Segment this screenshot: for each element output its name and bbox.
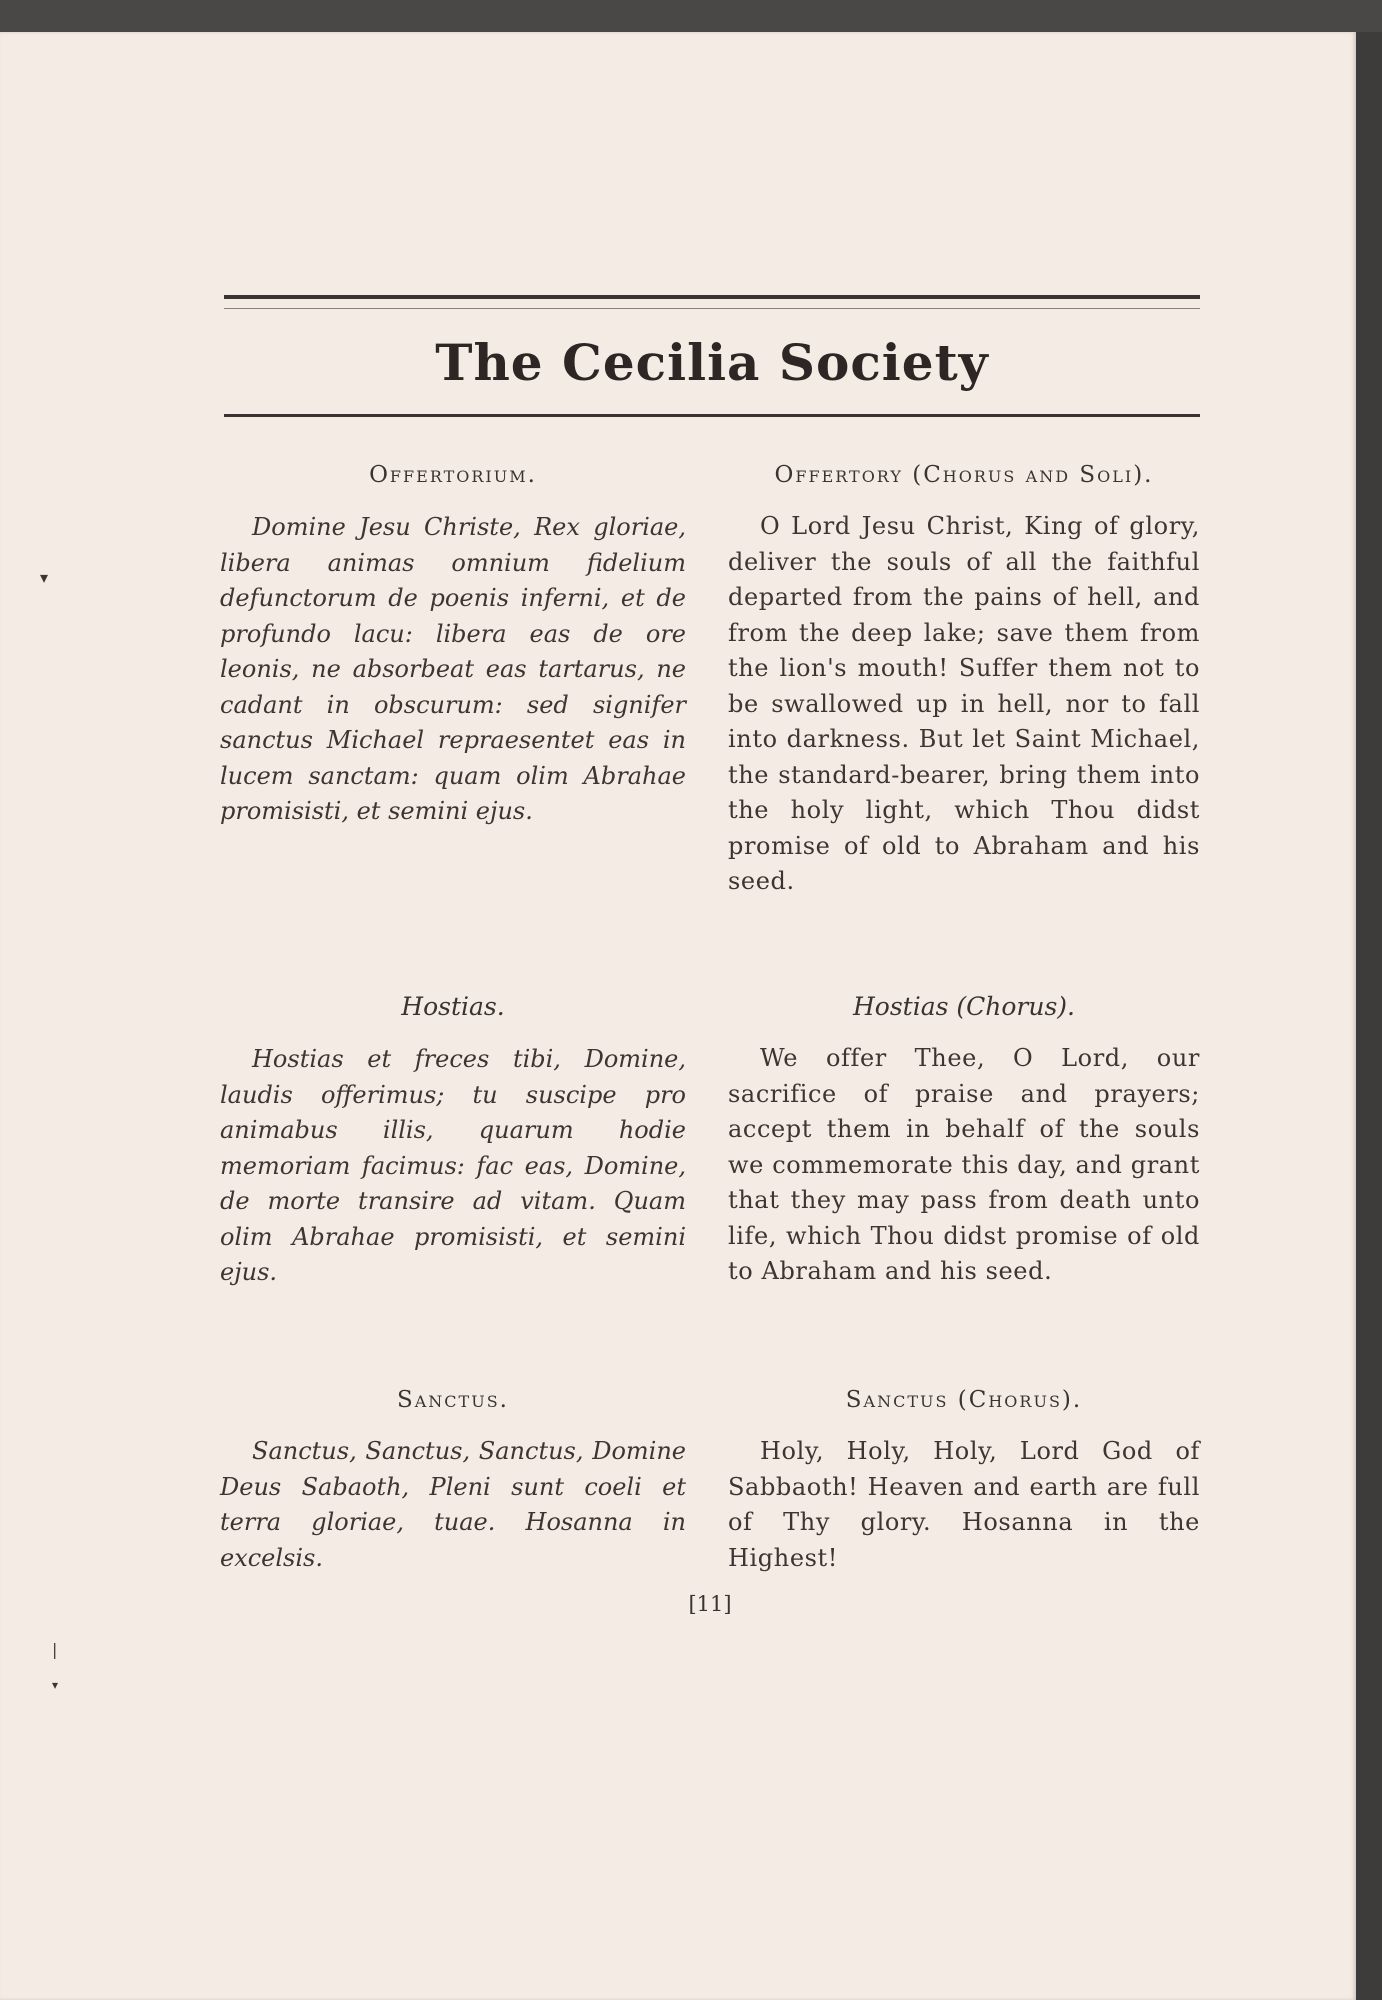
latin-heading-sanctus: Sanctus. [397,1387,509,1413]
header-rule-bottom [224,414,1200,417]
english-heading-offertory: Offertory (Chorus and Soli). [774,462,1154,488]
page-number: [11] [688,1592,732,1616]
latin-heading-hostias: Hostias. [401,992,505,1021]
english-heading-sanctus: Sanctus (Chorus). [845,1387,1083,1413]
english-text-hostias: We offer Thee, O Lord, our sacrifice of praise and prayers; accept them in behalf of the souls we commemorate this day, and grant that they may pass from death unto life, which Thou didst promise of old to Abraham and his seed. [728,1044,1200,1285]
latin-text-offertorium: Domine Jesu Christe, Rex gloriae, libera animas omnium fidelium defunctorum de poenis inferni, et de profundo lacu: libera eas de ore leonis, ne absorbeat eas tartarus, ne cadant in obscurum: sed signifer sanctus Michael repraesentet eas in lucem sanctam: quam olim Abrahae promisisti, et semini ejus. [220,513,686,825]
english-text-offertory: O Lord Jesu Christ, King of glory, deliver the souls of all the faithful departed from the pains of hell, and from the deep lake; save them from the lion's mouth! Suffer them not to be swallowed up in hell, nor to fall into darkness. But let Saint Michael, the standard-bearer, bring them into the holy light, which Thou didst promise of old to Abraham and his seed. [728,512,1200,895]
page-edge [1356,32,1382,2000]
header-rule-top [224,295,1200,299]
margin-mark: ▾ [52,1678,59,1692]
latin-text-hostias: Hostias et freces tibi, Domine, laudis offerimus; tu suscipe pro animabus illis, quarum hodie memoriam facimus: fac eas, Domine, de morte transire ad vitam. Quam olim Abrahae promisisti, et semini ejus. [220,1045,686,1286]
english-heading-hostias: Hostias (Chorus). [852,992,1076,1021]
margin-mark: | [52,1640,58,1659]
english-text-sanctus: Holy, Holy, Holy, Lord God of Sabbaoth! Heaven and earth are full of Thy glory. Hosanna in the Highest! [728,1437,1200,1572]
latin-heading-offertorium: Offertorium. [369,462,537,488]
latin-text-sanctus: Sanctus, Sanctus, Sanctus, Domine Deus Sabaoth, Pleni sunt coeli et terra gloriae, tuae. Hosanna in excelsis. [220,1437,686,1572]
margin-mark: ▾ [40,568,49,587]
header-rule-thin [224,308,1200,309]
page-title: The Cecilia Society [435,333,989,392]
